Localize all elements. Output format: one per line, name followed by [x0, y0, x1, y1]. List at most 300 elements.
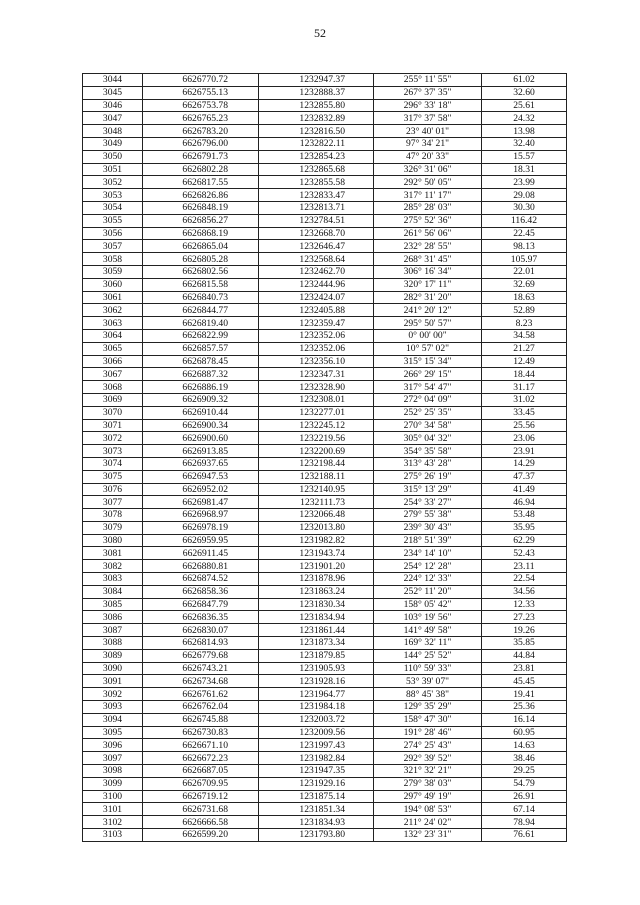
distance-cell: 31.17: [482, 381, 567, 394]
direction-angle-cell: 252° 11' 20": [374, 585, 482, 598]
point-number-cell: 3069: [83, 393, 143, 406]
distance-cell: 45.45: [482, 675, 567, 688]
y-coordinate-cell: 1232568.64: [259, 253, 374, 266]
point-number-cell: 3079: [83, 521, 143, 534]
point-number-cell: 3052: [83, 176, 143, 189]
point-number-cell: 3101: [83, 803, 143, 816]
y-coordinate-cell: 1232405.88: [259, 304, 374, 317]
y-coordinate-cell: 1232352.06: [259, 329, 374, 342]
distance-cell: 53.48: [482, 509, 567, 522]
distance-cell: 78.94: [482, 816, 567, 829]
direction-angle-cell: 266° 29' 15": [374, 368, 482, 381]
table-row: [83, 688, 567, 701]
distance-cell: 67.14: [482, 803, 567, 816]
table-row: [83, 649, 567, 662]
distance-cell: 52.89: [482, 304, 567, 317]
y-coordinate-cell: 1232855.58: [259, 176, 374, 189]
y-coordinate-cell: 1231947.35: [259, 765, 374, 778]
point-number-cell: 3087: [83, 624, 143, 637]
x-coordinate-cell: 6626765.23: [143, 112, 259, 125]
direction-angle-cell: 232° 28' 55": [374, 240, 482, 253]
y-coordinate-cell: 1232009.56: [259, 726, 374, 739]
point-number-cell: 3054: [83, 201, 143, 214]
distance-cell: 52.43: [482, 547, 567, 560]
y-coordinate-cell: 1232816.50: [259, 125, 374, 138]
direction-angle-cell: 97° 34' 21": [374, 137, 482, 150]
point-number-cell: 3065: [83, 342, 143, 355]
table-row: [83, 99, 567, 112]
point-number-cell: 3083: [83, 573, 143, 586]
x-coordinate-cell: 6626753.78: [143, 99, 259, 112]
direction-angle-cell: 315° 15' 34": [374, 355, 482, 368]
y-coordinate-cell: 1232200.69: [259, 445, 374, 458]
direction-angle-cell: 279° 38' 03": [374, 777, 482, 790]
point-number-cell: 3071: [83, 419, 143, 432]
distance-cell: 18.63: [482, 291, 567, 304]
table-row: [83, 317, 567, 330]
table-row: [83, 547, 567, 560]
table-row: [83, 726, 567, 739]
distance-cell: 76.61: [482, 829, 567, 842]
y-coordinate-cell: 1231834.93: [259, 816, 374, 829]
point-number-cell: 3066: [83, 355, 143, 368]
x-coordinate-cell: 6626743.21: [143, 662, 259, 675]
direction-angle-cell: 224° 12' 33": [374, 573, 482, 586]
point-number-cell: 3055: [83, 214, 143, 227]
distance-cell: 18.44: [482, 368, 567, 381]
y-coordinate-cell: 1232832.89: [259, 112, 374, 125]
direction-angle-cell: 239° 30' 43": [374, 521, 482, 534]
table-row: [83, 368, 567, 381]
table-row: [83, 585, 567, 598]
point-number-cell: 3074: [83, 457, 143, 470]
y-coordinate-cell: 1232277.01: [259, 406, 374, 419]
x-coordinate-cell: 6626978.19: [143, 521, 259, 534]
x-coordinate-cell: 6626770.72: [143, 74, 259, 87]
y-coordinate-cell: 1231851.34: [259, 803, 374, 816]
point-number-cell: 3097: [83, 752, 143, 765]
y-coordinate-cell: 1231982.82: [259, 534, 374, 547]
x-coordinate-cell: 6626840.73: [143, 291, 259, 304]
direction-angle-cell: 234° 14' 10": [374, 547, 482, 560]
y-coordinate-cell: 1231863.24: [259, 585, 374, 598]
point-number-cell: 3068: [83, 381, 143, 394]
table-row: [83, 137, 567, 150]
y-coordinate-cell: 1231964.77: [259, 688, 374, 701]
distance-cell: 116.42: [482, 214, 567, 227]
y-coordinate-cell: 1232444.96: [259, 278, 374, 291]
x-coordinate-cell: 6626847.79: [143, 598, 259, 611]
table-row: [83, 662, 567, 675]
direction-angle-cell: 270° 34' 58": [374, 419, 482, 432]
point-number-cell: 3057: [83, 240, 143, 253]
point-number-cell: 3056: [83, 227, 143, 240]
x-coordinate-cell: 6626762.04: [143, 701, 259, 714]
y-coordinate-cell: 1232646.47: [259, 240, 374, 253]
table-row: [83, 573, 567, 586]
x-coordinate-cell: 6626874.52: [143, 573, 259, 586]
direction-angle-cell: 305° 04' 32": [374, 432, 482, 445]
distance-cell: 19.26: [482, 624, 567, 637]
direction-angle-cell: 254° 33' 27": [374, 496, 482, 509]
y-coordinate-cell: 1232140.95: [259, 483, 374, 496]
table-row: [83, 483, 567, 496]
direction-angle-cell: 0° 00' 00": [374, 329, 482, 342]
direction-angle-cell: 53° 39' 07": [374, 675, 482, 688]
y-coordinate-cell: 1231982.84: [259, 752, 374, 765]
page-number: 52: [314, 26, 326, 40]
point-number-cell: 3084: [83, 585, 143, 598]
x-coordinate-cell: 6626666.58: [143, 816, 259, 829]
y-coordinate-cell: 1232352.06: [259, 342, 374, 355]
x-coordinate-cell: 6626910.44: [143, 406, 259, 419]
direction-angle-cell: 88° 45' 38": [374, 688, 482, 701]
x-coordinate-cell: 6626848.19: [143, 201, 259, 214]
direction-angle-cell: 141° 49' 58": [374, 624, 482, 637]
x-coordinate-cell: 6626599.20: [143, 829, 259, 842]
direction-angle-cell: 285° 28' 03": [374, 201, 482, 214]
distance-cell: 60.95: [482, 726, 567, 739]
point-number-cell: 3070: [83, 406, 143, 419]
table-row: [83, 457, 567, 470]
direction-angle-cell: 252° 25' 35": [374, 406, 482, 419]
x-coordinate-cell: 6626836.35: [143, 611, 259, 624]
point-number-cell: 3049: [83, 137, 143, 150]
distance-cell: 35.85: [482, 637, 567, 650]
distance-cell: 18.31: [482, 163, 567, 176]
x-coordinate-cell: 6626857.57: [143, 342, 259, 355]
table-row: [83, 125, 567, 138]
distance-cell: 12.33: [482, 598, 567, 611]
y-coordinate-cell: 1231997.43: [259, 739, 374, 752]
direction-angle-cell: 306° 16' 34": [374, 265, 482, 278]
direction-angle-cell: 132° 23' 31": [374, 829, 482, 842]
distance-cell: 19.41: [482, 688, 567, 701]
distance-cell: 23.06: [482, 432, 567, 445]
point-number-cell: 3088: [83, 637, 143, 650]
x-coordinate-cell: 6626815.58: [143, 278, 259, 291]
direction-angle-cell: 158° 05' 42": [374, 598, 482, 611]
point-number-cell: 3067: [83, 368, 143, 381]
x-coordinate-cell: 6626858.36: [143, 585, 259, 598]
direction-angle-cell: 295° 50' 57": [374, 317, 482, 330]
y-coordinate-cell: 1232003.72: [259, 713, 374, 726]
direction-angle-cell: 158° 47' 30": [374, 713, 482, 726]
direction-angle-cell: 326° 31' 06": [374, 163, 482, 176]
table-row: [83, 739, 567, 752]
direction-angle-cell: 110° 59' 33": [374, 662, 482, 675]
distance-cell: 25.36: [482, 701, 567, 714]
table-row: [83, 253, 567, 266]
direction-angle-cell: 321° 32' 21": [374, 765, 482, 778]
direction-angle-cell: 255° 11' 55": [374, 74, 482, 87]
direction-angle-cell: 274° 25' 43": [374, 739, 482, 752]
distance-cell: 32.40: [482, 137, 567, 150]
direction-angle-cell: 103° 19' 56": [374, 611, 482, 624]
direction-angle-cell: 292° 50' 05": [374, 176, 482, 189]
point-number-cell: 3050: [83, 150, 143, 163]
point-number-cell: 3045: [83, 86, 143, 99]
x-coordinate-cell: 6626947.53: [143, 470, 259, 483]
distance-cell: 34.58: [482, 329, 567, 342]
y-coordinate-cell: 1232865.68: [259, 163, 374, 176]
point-number-cell: 3075: [83, 470, 143, 483]
point-number-cell: 3060: [83, 278, 143, 291]
point-number-cell: 3092: [83, 688, 143, 701]
x-coordinate-cell: 6626817.55: [143, 176, 259, 189]
table-row: [83, 355, 567, 368]
x-coordinate-cell: 6626830.07: [143, 624, 259, 637]
point-number-cell: 3096: [83, 739, 143, 752]
point-number-cell: 3091: [83, 675, 143, 688]
distance-cell: 25.61: [482, 99, 567, 112]
direction-angle-cell: 211° 24' 02": [374, 816, 482, 829]
table-row: [83, 265, 567, 278]
y-coordinate-cell: 1231943.74: [259, 547, 374, 560]
direction-angle-cell: 297° 49' 19": [374, 790, 482, 803]
distance-cell: 29.25: [482, 765, 567, 778]
y-coordinate-cell: 1232111.73: [259, 496, 374, 509]
distance-cell: 41.49: [482, 483, 567, 496]
direction-angle-cell: 254° 12' 28": [374, 560, 482, 573]
x-coordinate-cell: 6626878.45: [143, 355, 259, 368]
point-number-cell: 3100: [83, 790, 143, 803]
point-number-cell: 3090: [83, 662, 143, 675]
distance-cell: 16.14: [482, 713, 567, 726]
y-coordinate-cell: 1231878.96: [259, 573, 374, 586]
y-coordinate-cell: 1232424.07: [259, 291, 374, 304]
x-coordinate-cell: 6626880.81: [143, 560, 259, 573]
table-row: [83, 790, 567, 803]
direction-angle-cell: 241° 20' 12": [374, 304, 482, 317]
direction-angle-cell: 275° 52' 36": [374, 214, 482, 227]
table-row: [83, 598, 567, 611]
table-row: [83, 201, 567, 214]
point-number-cell: 3077: [83, 496, 143, 509]
y-coordinate-cell: 1232198.44: [259, 457, 374, 470]
point-number-cell: 3044: [83, 74, 143, 87]
direction-angle-cell: 218° 51' 39": [374, 534, 482, 547]
x-coordinate-cell: 6626709.95: [143, 777, 259, 790]
table-row: [83, 419, 567, 432]
distance-cell: 22.45: [482, 227, 567, 240]
x-coordinate-cell: 6626909.32: [143, 393, 259, 406]
y-coordinate-cell: 1232359.47: [259, 317, 374, 330]
x-coordinate-cell: 6626844.77: [143, 304, 259, 317]
point-number-cell: 3082: [83, 560, 143, 573]
point-number-cell: 3095: [83, 726, 143, 739]
table-row: [83, 701, 567, 714]
y-coordinate-cell: 1232888.37: [259, 86, 374, 99]
point-number-cell: 3058: [83, 253, 143, 266]
table-row: [83, 86, 567, 99]
point-number-cell: 3089: [83, 649, 143, 662]
y-coordinate-cell: 1231861.44: [259, 624, 374, 637]
point-number-cell: 3094: [83, 713, 143, 726]
direction-angle-cell: 268° 31' 45": [374, 253, 482, 266]
x-coordinate-cell: 6626671.10: [143, 739, 259, 752]
x-coordinate-cell: 6626900.34: [143, 419, 259, 432]
distance-cell: 13.98: [482, 125, 567, 138]
y-coordinate-cell: 1231834.94: [259, 611, 374, 624]
distance-cell: 62.29: [482, 534, 567, 547]
table-row: [83, 240, 567, 253]
y-coordinate-cell: 1231873.34: [259, 637, 374, 650]
point-number-cell: 3103: [83, 829, 143, 842]
table-row: [83, 534, 567, 547]
direction-angle-cell: 191° 28' 46": [374, 726, 482, 739]
x-coordinate-cell: 6626822.99: [143, 329, 259, 342]
direction-angle-cell: 169° 32' 11": [374, 637, 482, 650]
x-coordinate-cell: 6626730.83: [143, 726, 259, 739]
x-coordinate-cell: 6626959.95: [143, 534, 259, 547]
point-number-cell: 3048: [83, 125, 143, 138]
direction-angle-cell: 272° 04' 09": [374, 393, 482, 406]
table-row: [83, 777, 567, 790]
x-coordinate-cell: 6626900.60: [143, 432, 259, 445]
point-number-cell: 3046: [83, 99, 143, 112]
y-coordinate-cell: 1232066.48: [259, 509, 374, 522]
distance-cell: 8.23: [482, 317, 567, 330]
distance-cell: 23.91: [482, 445, 567, 458]
distance-cell: 22.01: [482, 265, 567, 278]
x-coordinate-cell: 6626719.12: [143, 790, 259, 803]
direction-angle-cell: 129° 35' 29": [374, 701, 482, 714]
coordinates-table: [82, 73, 567, 842]
x-coordinate-cell: 6626779.68: [143, 649, 259, 662]
table-row: [83, 304, 567, 317]
x-coordinate-cell: 6626826.86: [143, 189, 259, 202]
point-number-cell: 3047: [83, 112, 143, 125]
y-coordinate-cell: 1232822.11: [259, 137, 374, 150]
x-coordinate-cell: 6626791.73: [143, 150, 259, 163]
distance-cell: 14.29: [482, 457, 567, 470]
x-coordinate-cell: 6626913.85: [143, 445, 259, 458]
y-coordinate-cell: 1232245.12: [259, 419, 374, 432]
distance-cell: 47.37: [482, 470, 567, 483]
table-row: [83, 470, 567, 483]
distance-cell: 61.02: [482, 74, 567, 87]
x-coordinate-cell: 6626952.02: [143, 483, 259, 496]
direction-angle-cell: 23° 40' 01": [374, 125, 482, 138]
x-coordinate-cell: 6626856.27: [143, 214, 259, 227]
table-row: [83, 803, 567, 816]
direction-angle-cell: 275° 26' 19": [374, 470, 482, 483]
y-coordinate-cell: 1232188.11: [259, 470, 374, 483]
point-number-cell: 3102: [83, 816, 143, 829]
table-row: [83, 611, 567, 624]
direction-angle-cell: 315° 13' 29": [374, 483, 482, 496]
x-coordinate-cell: 6626761.62: [143, 688, 259, 701]
table-row: [83, 496, 567, 509]
y-coordinate-cell: 1232833.47: [259, 189, 374, 202]
distance-cell: 33.45: [482, 406, 567, 419]
table-row: [83, 765, 567, 778]
distance-cell: 15.57: [482, 150, 567, 163]
point-number-cell: 3053: [83, 189, 143, 202]
table-row: [83, 560, 567, 573]
distance-cell: 46.94: [482, 496, 567, 509]
direction-angle-cell: 279° 55' 38": [374, 509, 482, 522]
x-coordinate-cell: 6626937.65: [143, 457, 259, 470]
point-number-cell: 3072: [83, 432, 143, 445]
x-coordinate-cell: 6626745.88: [143, 713, 259, 726]
point-number-cell: 3059: [83, 265, 143, 278]
y-coordinate-cell: 1232813.71: [259, 201, 374, 214]
direction-angle-cell: 313° 43' 28": [374, 457, 482, 470]
table-row: [83, 637, 567, 650]
y-coordinate-cell: 1232013.80: [259, 521, 374, 534]
distance-cell: 31.02: [482, 393, 567, 406]
table-row: [83, 227, 567, 240]
point-number-cell: 3086: [83, 611, 143, 624]
distance-cell: 24.32: [482, 112, 567, 125]
x-coordinate-cell: 6626672.23: [143, 752, 259, 765]
direction-angle-cell: 194° 08' 53": [374, 803, 482, 816]
y-coordinate-cell: 1232855.80: [259, 99, 374, 112]
distance-cell: 30.30: [482, 201, 567, 214]
distance-cell: 29.08: [482, 189, 567, 202]
distance-cell: 23.99: [482, 176, 567, 189]
distance-cell: 25.56: [482, 419, 567, 432]
coordinates-table-body: [83, 74, 567, 842]
x-coordinate-cell: 6626886.19: [143, 381, 259, 394]
distance-cell: 32.60: [482, 86, 567, 99]
y-coordinate-cell: 1232356.10: [259, 355, 374, 368]
table-row: [83, 393, 567, 406]
point-number-cell: 3073: [83, 445, 143, 458]
point-number-cell: 3093: [83, 701, 143, 714]
table-row: [83, 509, 567, 522]
distance-cell: 14.63: [482, 739, 567, 752]
point-number-cell: 3078: [83, 509, 143, 522]
table-row: [83, 432, 567, 445]
direction-angle-cell: 317° 11' 17": [374, 189, 482, 202]
direction-angle-cell: 317° 54' 47": [374, 381, 482, 394]
point-number-cell: 3051: [83, 163, 143, 176]
x-coordinate-cell: 6626911.45: [143, 547, 259, 560]
distance-cell: 98.13: [482, 240, 567, 253]
y-coordinate-cell: 1231793.80: [259, 829, 374, 842]
x-coordinate-cell: 6626868.19: [143, 227, 259, 240]
x-coordinate-cell: 6626783.20: [143, 125, 259, 138]
x-coordinate-cell: 6626805.28: [143, 253, 259, 266]
table-row: [83, 829, 567, 842]
point-number-cell: 3098: [83, 765, 143, 778]
distance-cell: 44.84: [482, 649, 567, 662]
distance-cell: 23.11: [482, 560, 567, 573]
point-number-cell: 3080: [83, 534, 143, 547]
table-row: [83, 214, 567, 227]
y-coordinate-cell: 1231875.14: [259, 790, 374, 803]
x-coordinate-cell: 6626734.68: [143, 675, 259, 688]
distance-cell: 105.97: [482, 253, 567, 266]
distance-cell: 12.49: [482, 355, 567, 368]
y-coordinate-cell: 1232308.01: [259, 393, 374, 406]
point-number-cell: 3064: [83, 329, 143, 342]
x-coordinate-cell: 6626802.56: [143, 265, 259, 278]
point-number-cell: 3062: [83, 304, 143, 317]
direction-angle-cell: 320° 17' 11": [374, 278, 482, 291]
x-coordinate-cell: 6626796.00: [143, 137, 259, 150]
direction-angle-cell: 354° 35' 58": [374, 445, 482, 458]
table-row: [83, 521, 567, 534]
table-row: [83, 713, 567, 726]
table-row: [83, 624, 567, 637]
x-coordinate-cell: 6626968.97: [143, 509, 259, 522]
point-number-cell: 3081: [83, 547, 143, 560]
table-row: [83, 381, 567, 394]
